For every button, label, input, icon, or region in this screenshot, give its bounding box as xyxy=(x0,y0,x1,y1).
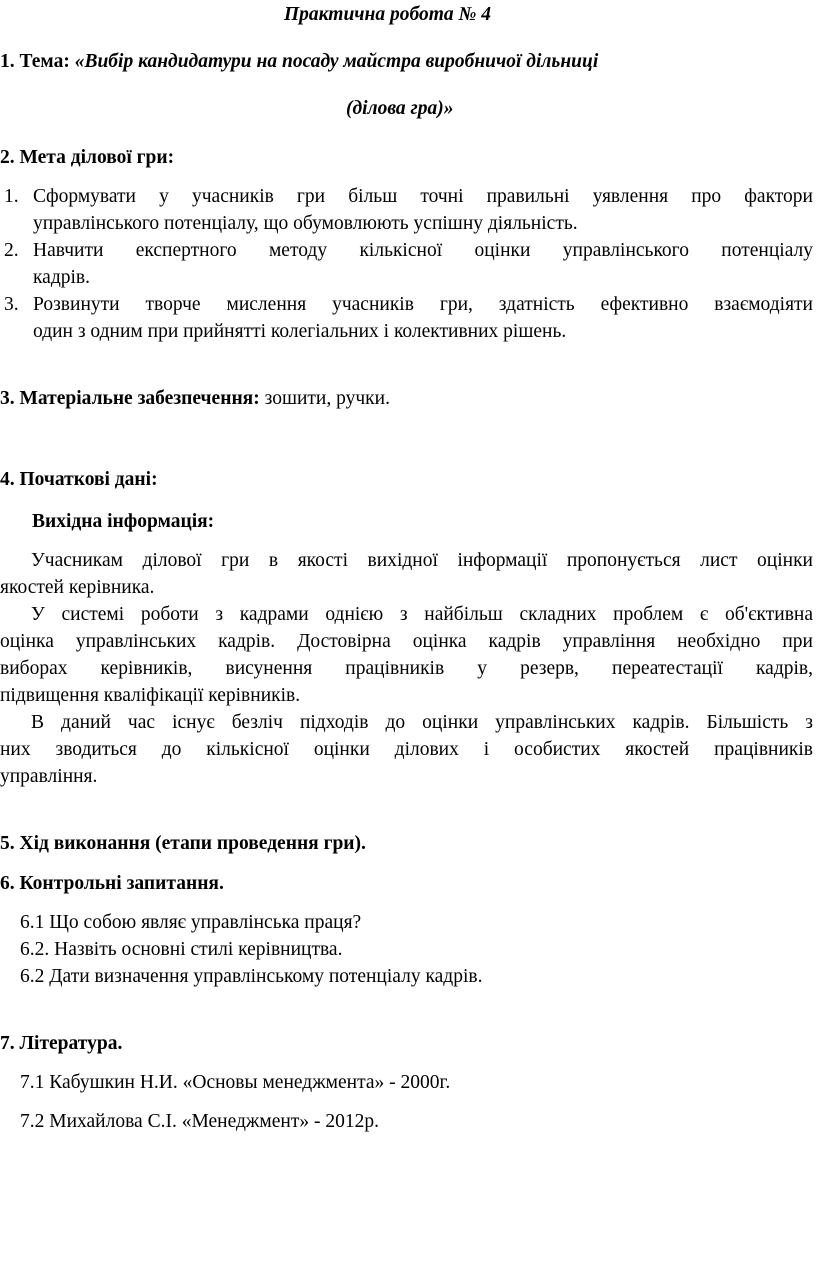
goal-item-text: кадрів. xyxy=(33,267,91,288)
topic-label: 1. Тема: xyxy=(0,51,70,72)
question-item: 6.2. Назвіть основні стилі керівництва. xyxy=(20,939,343,960)
page-title: Практична робота № 4 xyxy=(284,4,491,25)
goal-item-text: Сформувати у учасників гри більш точні правильні уявлення про фактори xyxy=(33,186,813,207)
source-info-subheading: Вихідна інформація: xyxy=(32,511,215,532)
paragraph-line: підвищення кваліфікації керівників. xyxy=(0,685,301,706)
procedure-heading: 5. Хід виконання (етапи проведення гри). xyxy=(0,833,366,854)
materials-value: зошити, ручки. xyxy=(259,388,390,409)
paragraph-line: В даний час існує безліч підходів до оцінки управлінських кадрів. Більшість з xyxy=(31,712,813,733)
topic-text: «Вибір кандидатури на посаду майстра виробничої дільниці xyxy=(74,51,599,72)
literature-item: 7.2 Михайлова С.І. «Менеджмент» - 2012р. xyxy=(20,1111,379,1132)
paragraph-line: У системі роботи з кадрами однією з найбільш складних проблем є об'єктивна xyxy=(31,604,813,625)
question-item: 6.2 Дати визначення управлінському потенціалу кадрів. xyxy=(20,966,483,987)
topic-line xyxy=(0,51,598,73)
literature-item: 7.1 Кабушкин Н.И. «Основы менеджмента» - 2000г. xyxy=(20,1072,451,1093)
questions-heading: 6. Контрольні запитання. xyxy=(0,873,224,894)
goal-item-text: управлінського потенціалу, що обумовлюють успішну діяльність. xyxy=(33,213,578,234)
paragraph-line: виборах керівників, висунення працівників у резерв, переатестації кадрів, xyxy=(0,658,813,679)
topic-text-cont: (ділова гра)» xyxy=(346,98,454,119)
paragraph-line: оцінка управлінських кадрів. Достовірна оцінка кадрів управління необхідно при xyxy=(0,631,813,652)
goal-item-text: один з одним при прийнятті колегіальних і колективних рішень. xyxy=(33,321,567,342)
paragraph-line: якостей керівника. xyxy=(0,577,155,598)
materials-label: 3. Матеріальне забезпечення: xyxy=(0,388,260,409)
question-item: 6.1 Що собою являє управлінська праця? xyxy=(20,912,362,933)
goal-item-text: Розвинути творче мислення учасників гри, здатність ефективно взаємодіяти xyxy=(33,294,813,315)
paragraph-line: управління. xyxy=(0,766,98,787)
initial-data-heading: 4. Початкові дані: xyxy=(0,469,158,490)
paragraph-line: Учасникам ділової гри в якості вихідної інформації пропонується лист оцінки xyxy=(31,550,813,571)
materials-line xyxy=(0,388,390,410)
paragraph-line: них зводиться до кількісної оцінки ділових і особистих якостей працівників xyxy=(0,739,813,760)
goal-item-number: 1. xyxy=(4,186,19,207)
goal-item-number: 3. xyxy=(4,294,19,315)
literature-heading: 7. Література. xyxy=(0,1033,123,1054)
goal-item-text: Навчити експертного методу кількісної оцінки управлінського потенціалу xyxy=(33,240,813,261)
goal-heading: 2. Мета ділової гри: xyxy=(0,147,175,168)
goal-item-number: 2. xyxy=(4,240,19,261)
